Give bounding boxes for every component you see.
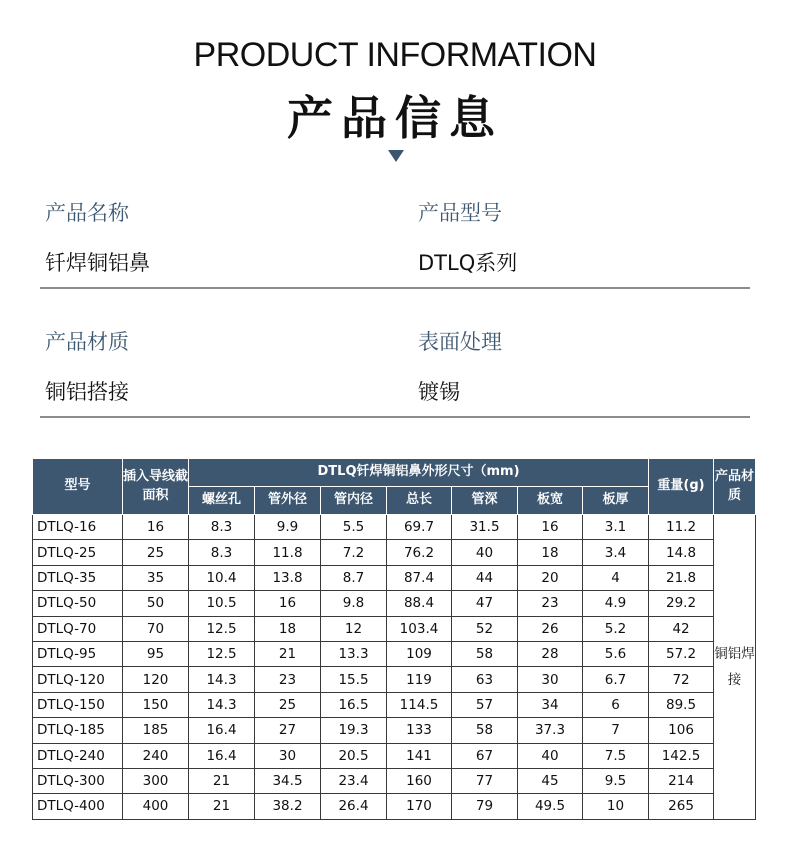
triangle-down-icon <box>388 150 404 162</box>
table-cell-model: DTLQ-185 <box>33 718 123 743</box>
table-cell: 20.5 <box>321 743 387 768</box>
header-dim: 总长 <box>387 487 452 515</box>
table-cell: 34 <box>518 692 583 717</box>
table-cell: 72 <box>649 667 714 692</box>
table-cell: 16.4 <box>189 743 255 768</box>
table-cell: 214 <box>649 768 714 793</box>
table-cell: 25 <box>255 692 321 717</box>
table-cell: 4.9 <box>583 591 649 616</box>
table-cell: 8.3 <box>189 515 255 540</box>
table-cell: 9.8 <box>321 591 387 616</box>
table-row <box>33 667 756 692</box>
table-cell: 16.5 <box>321 692 387 717</box>
table-cell: 7.5 <box>583 743 649 768</box>
table-cell: 106 <box>649 718 714 743</box>
table-cell: 4 <box>583 565 649 590</box>
table-cell: 79 <box>452 794 518 819</box>
table-cell: 16.4 <box>189 718 255 743</box>
table-cell: 58 <box>452 641 518 666</box>
table-cell: 13.3 <box>321 641 387 666</box>
table-cell: 265 <box>649 794 714 819</box>
table-cell: 240 <box>123 743 189 768</box>
table-cell: 185 <box>123 718 189 743</box>
table-cell: 14.3 <box>189 692 255 717</box>
table-cell: 11.8 <box>255 540 321 565</box>
table-cell: 16 <box>123 515 189 540</box>
table-row <box>33 768 756 793</box>
divider <box>40 416 750 418</box>
table-cell: 95 <box>123 641 189 666</box>
table-row <box>33 616 756 641</box>
table-cell: 133 <box>387 718 452 743</box>
table-cell: 13.8 <box>255 565 321 590</box>
table-cell: 5.2 <box>583 616 649 641</box>
table-row <box>33 515 756 540</box>
table-cell: 70 <box>123 616 189 641</box>
table-cell: 26 <box>518 616 583 641</box>
header-weight: 重量(g) <box>649 459 714 515</box>
table-cell: 3.1 <box>583 515 649 540</box>
table-cell: 3.4 <box>583 540 649 565</box>
table-cell: 10.5 <box>189 591 255 616</box>
table-cell: 5.5 <box>321 515 387 540</box>
table-cell: 49.5 <box>518 794 583 819</box>
divider <box>40 287 750 289</box>
table-cell: 14.8 <box>649 540 714 565</box>
header-dim: 管深 <box>452 487 518 515</box>
table-cell-model: DTLQ-95 <box>33 641 123 666</box>
table-cell: 40 <box>518 743 583 768</box>
header-dims-group: DTLQ钎焊铜铝鼻外形尺寸（mm) <box>189 459 649 487</box>
table-cell: 50 <box>123 591 189 616</box>
table-cell: 76.2 <box>387 540 452 565</box>
table-cell: 9.9 <box>255 515 321 540</box>
table-cell: 21 <box>189 768 255 793</box>
table-cell-model: DTLQ-35 <box>33 565 123 590</box>
table-cell: 23.4 <box>321 768 387 793</box>
table-cell: 9.5 <box>583 768 649 793</box>
table-cell: 21 <box>189 794 255 819</box>
table-cell: 8.3 <box>189 540 255 565</box>
table-cell-model: DTLQ-300 <box>33 768 123 793</box>
table-cell: 63 <box>452 667 518 692</box>
page-title-chinese: 产品信息 <box>287 91 503 145</box>
table-cell-model: DTLQ-120 <box>33 667 123 692</box>
table-cell: 18 <box>518 540 583 565</box>
table-cell: 7.2 <box>321 540 387 565</box>
table-cell: 21 <box>255 641 321 666</box>
header-model: 型号 <box>33 459 123 515</box>
table-cell: 27 <box>255 718 321 743</box>
table-cell: 114.5 <box>387 692 452 717</box>
table-cell: 10.4 <box>189 565 255 590</box>
surface-treatment-value: 镀锡 <box>418 380 460 404</box>
table-cell: 23 <box>518 591 583 616</box>
table-cell: 28 <box>518 641 583 666</box>
table-cell: 19.3 <box>321 718 387 743</box>
table-cell: 45 <box>518 768 583 793</box>
table-cell: 7 <box>583 718 649 743</box>
table-cell: 12.5 <box>189 641 255 666</box>
table-cell: 52 <box>452 616 518 641</box>
table-cell: 141 <box>387 743 452 768</box>
table-cell: 170 <box>387 794 452 819</box>
table-cell: 37.3 <box>518 718 583 743</box>
table-cell: 44 <box>452 565 518 590</box>
table-row <box>33 718 756 743</box>
spec-table <box>32 458 756 820</box>
table-cell: 150 <box>123 692 189 717</box>
table-cell: 89.5 <box>649 692 714 717</box>
table-row <box>33 540 756 565</box>
table-cell: 109 <box>387 641 452 666</box>
table-cell: 38.2 <box>255 794 321 819</box>
table-cell: 12 <box>321 616 387 641</box>
table-cell: 160 <box>387 768 452 793</box>
table-cell: 10 <box>583 794 649 819</box>
product-material-value: 铜铝搭接 <box>45 380 129 404</box>
table-cell: 26.4 <box>321 794 387 819</box>
table-cell: 300 <box>123 768 189 793</box>
table-row <box>33 692 756 717</box>
table-cell-material: 铜铝焊接 <box>714 515 756 820</box>
surface-treatment-label: 表面处理 <box>418 330 502 354</box>
table-cell: 30 <box>255 743 321 768</box>
table-cell: 5.6 <box>583 641 649 666</box>
product-material-label: 产品材质 <box>45 330 129 354</box>
table-cell: 12.5 <box>189 616 255 641</box>
table-cell: 67 <box>452 743 518 768</box>
table-cell: 57.2 <box>649 641 714 666</box>
table-cell: 6.7 <box>583 667 649 692</box>
table-cell: 23 <box>255 667 321 692</box>
table-row <box>33 641 756 666</box>
table-cell: 119 <box>387 667 452 692</box>
table-row <box>33 743 756 768</box>
table-cell-model: DTLQ-400 <box>33 794 123 819</box>
table-cell: 142.5 <box>649 743 714 768</box>
table-cell: 18 <box>255 616 321 641</box>
table-cell: 40 <box>452 540 518 565</box>
table-cell-model: DTLQ-70 <box>33 616 123 641</box>
header-section: 插入导线截面积 <box>123 459 189 515</box>
table-cell: 87.4 <box>387 565 452 590</box>
header-dim: 螺丝孔 <box>189 487 255 515</box>
table-cell: 20 <box>518 565 583 590</box>
table-cell: 400 <box>123 794 189 819</box>
header-dim: 板宽 <box>518 487 583 515</box>
table-row <box>33 591 756 616</box>
table-cell: 25 <box>123 540 189 565</box>
table-cell: 103.4 <box>387 616 452 641</box>
table-cell: 21.8 <box>649 565 714 590</box>
table-cell: 47 <box>452 591 518 616</box>
table-cell: 35 <box>123 565 189 590</box>
table-cell: 11.2 <box>649 515 714 540</box>
table-cell: 34.5 <box>255 768 321 793</box>
product-model-label: 产品型号 <box>418 201 502 225</box>
table-cell-model: DTLQ-240 <box>33 743 123 768</box>
table-cell: 69.7 <box>387 515 452 540</box>
product-model-value: DTLQ系列 <box>418 251 518 275</box>
page-title-english: PRODUCT INFORMATION <box>193 36 597 74</box>
table-cell-model: DTLQ-150 <box>33 692 123 717</box>
product-name-label: 产品名称 <box>45 201 129 225</box>
table-cell-model: DTLQ-50 <box>33 591 123 616</box>
table-cell: 14.3 <box>189 667 255 692</box>
product-name-value: 钎焊铜铝鼻 <box>45 251 150 275</box>
table-cell: 30 <box>518 667 583 692</box>
table-cell: 42 <box>649 616 714 641</box>
table-row <box>33 794 756 819</box>
table-cell-model: DTLQ-16 <box>33 515 123 540</box>
table-cell: 77 <box>452 768 518 793</box>
table-cell: 120 <box>123 667 189 692</box>
header-material: 产品材质 <box>714 459 756 515</box>
table-cell: 58 <box>452 718 518 743</box>
header-dim: 管内径 <box>321 487 387 515</box>
table-row <box>33 565 756 590</box>
table-cell: 29.2 <box>649 591 714 616</box>
table-cell: 16 <box>518 515 583 540</box>
table-cell: 15.5 <box>321 667 387 692</box>
table-cell: 57 <box>452 692 518 717</box>
table-cell-model: DTLQ-25 <box>33 540 123 565</box>
header-dim: 管外径 <box>255 487 321 515</box>
table-cell: 16 <box>255 591 321 616</box>
table-cell: 88.4 <box>387 591 452 616</box>
table-cell: 31.5 <box>452 515 518 540</box>
header-dim: 板厚 <box>583 487 649 515</box>
table-cell: 8.7 <box>321 565 387 590</box>
table-cell: 6 <box>583 692 649 717</box>
